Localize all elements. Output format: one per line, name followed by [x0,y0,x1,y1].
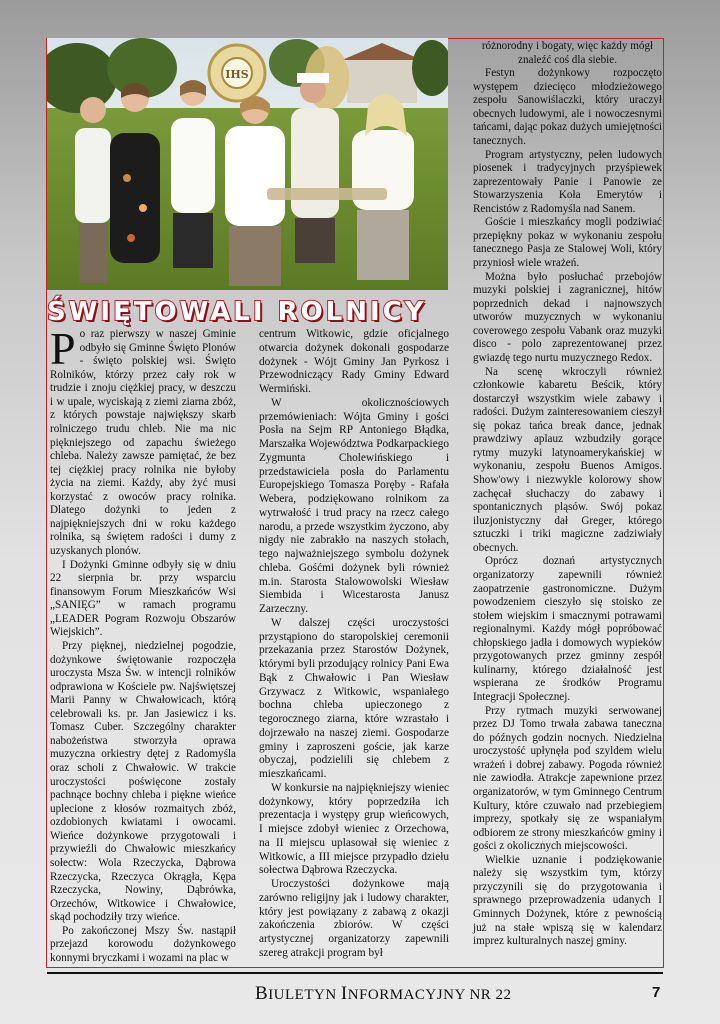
paragraph: W konkursie na najpiękniejszy wieniec dożynkowy, który poprzedziła ich prezentacja i występy grup wieńcowych, I miejsce zdobył wieniec z Orzechowa, na II miejscu uplasował się wieniec z Witkowic, a III miejsce przypadło dziełu sołectwa Dąbrowa Rzeczycka. [259,781,449,877]
footer-rule [47,972,663,974]
article-title: ŚWIĘTOWALI ROLNICY [47,297,427,327]
paragraph: Przy rytmach muzyki serwowanej przez DJ Tomo trwała zabawa taneczna do późnych godzin nocnych. Niedzielna uroczystość upłynęła pod szyldem wielu wrażeń i dobrej zabawy. Pogoda również nie zawiodła. Atrakcje zapewnione przez organizatorów, w tym Gminnego Centrum Kultury, które czuwało nad przebiegiem imprezy, spotkały się ze wspaniałym odbiorem ze strony mieszkańców gminy i gości z okolicznych miejscowości. [473,704,662,853]
paragraph: Program artystyczny, pełen ludowych piosenek i tradycyjnych przyśpiewek zaprezentowały Panie i Panowie ze Stowarzyszenia Koła Emerytów i Rencistów z Radomyśla nad Sanem. [473,148,662,215]
paragraph: Wielkie uznanie i podziękowanie należy się wszystkim tym, którzy przyczynili się do przygotowania i sprawnego przeprowadzenia udanych I Gminnych Dożynek, które z pewnością już na stałe wpiszą się w kalendarz imprez kulturalnych naszej gminy. [473,853,662,948]
paragraph: Uroczystości dożynkowe mają zarówno religijny jak i ludowy charakter, który jest powiązany z zabawą z okazji zakończenia zbiorów. W części artystycznej organizatorzy zapewnili szereg atrakcji program był [259,878,449,959]
paragraph: Festyn dożynkowy rozpoczęto występem dziecięco młodzieżowego zespołu Sanowiślaczki, który uraczył obecnych ludowymi, ale i nowoczesnymi tańcami, dając pokaz dużych umiejętności tanecznych. [473,67,662,147]
paragraph: Przy pięknej, niedzielnej pogodzie, dożynkowe świętowanie rozpoczęła uroczysta Msza Św. w intencji rolników odprawiona w Kościele pw. Najświętszej Marii Panny w Chwałowicach, którą celebrowali ks. pr. Jan Jasiewicz i ks. Tomasz Cuber. Szczególny charakter nabożeństwa stworzyła oprawa muzyczna orkiestry dętej z Radomyśla oraz scholi z Chwałowic. W trakcie uroczystości poświęcone zostały pachnące bochny chleba i piękne wieńce uplecione z kłosów rozmaitych zbóż, ozdobionych kwiatami i owocami. Wieńce dożynkowe przygotowali i przywieźli do Chwałowic mieszkańcy sołectw: Wola Rzeczycka, Dąbrowa Rzeczycka, Rzeczyca Okrągła, Kępa Rzeczycka, Nowiny, Dąbrówka, Orzechów, Witkowice i Chwałowice, skąd pochodziły trzy wieńce. [50,639,236,924]
text-column-2 [259,328,449,961]
paragraph: Można było posłuchać przebojów muzyki polskiej i zagranicznej, hitów poprzednich dekad i najnowszych utworów muzycznych w wykonaniu coverowego zespołu Vabank oraz muzyki disco - polo zaprezentowanej przez gwiazdę tego nurtu muzycznego Redox. [473,270,662,364]
ihs-emblem: IHS [225,68,249,81]
paragraph: I Dożynki Gminne odbyły się w dniu 22 sierpnia br. przy wsparciu finansowym Forum Mieszkańców Wsi „SANIĘG” w ramach programu „LEADER Pogram Rozwoju Obszarów Wiejskich”. [50,558,236,639]
text-column-3 [473,40,662,949]
paragraph: W okolicznościowych przemówieniach: Wójta Gminy i gości Posła na Sejm RP Antoniego Błądka, Marszałka Województwa Podkarpackiego Zygmunta Cholewińskiego i przedstawiciela posła do Parlamentu Europejskiego Tomasza Poręby - Rafała Webera, podziękowano rolnikom za wytrwałość i trud pracy na rzecz całego narodu, a przede wszystkim życzono, aby nigdy nie zabrakło na naszych stołach, tego najważniejszego symbolu dożynek chleba. Gośćmi dożynek byli również m.in. Starosta Stalowowolski Wiesław Siembida i Wicestarosta Janusz Zarzeczny. [259,396,449,615]
drop-cap: P [50,323,76,374]
paragraph: różnorodny i bogaty, więc każdy mógł znaleźć coś dla siebie. [481,40,654,66]
page-number: 7 [652,984,661,1001]
paragraph: centrum Witkowic, gdzie oficjalnego otwarcia dożynek dokonali gospodarze dożynek - Wójt Gminy Jan Pyrkosz i Przewodniczący Rady Gminy Edward Wermiński. [259,328,449,395]
paragraph: W dalszej części uroczystości przystąpiono do staropolskiej ceremonii przekazania przez Starostów Dożynek, którymi byli przodujący rolnicy Pani Ewa Bąk z Chwałowic i Pan Wiesław Grzywacz z Witkowic, wspaniałego bochna chleba upieczonego z tegorocznego ziarna, które wzrastało i dojrzewało na naszej ziemi. Gospodarze gminy i zaproszeni goście, jak karze obyczaj, podzielili się chlebem z mieszkańcami. [259,616,449,780]
paragraph: Oprócz doznań artystycznych organizatorzy zapewnili również zaopatrzenie gastronomiczne. Dużym powodzeniem cieszyło się stoisko ze stołem wiejskim i smacznymi potrawami regionalnymi. Każdy mógł popróbować chłopskiego jadła i domowych wypieków przygotowanych przez gminny zespół kulinarny, którego działalność jest wspierana ze środków Programu Integracji Społecznej. [473,555,662,703]
paragraph: Na scenę wkroczyli również członkowie kabaretu Beścik, który dostarczył wszystkim wiele zabawy i radości. Dużym zainteresowaniem cieszył się pokaz tańca break dance, jednak prawdziwy aplauz wzbudziły gorące rytmy muzyki latynoamerykańskiej w wykonaniu, zespołu Buenos Amigos. Show'owy i niezwykle kolorowy show zachęcał słuchaczy do zabawy i spontanicznych pląsów. Swój pokaz iluzjonistyczny dał Greger, którego sztuczki i triki magiczne zadziwiały obecnych. [473,365,662,554]
harvest-festival-photo [47,38,448,290]
publication-title: BIULETYN INFORMACYJNY NR 22 [255,983,512,1004]
paragraph: Goście i mieszkańcy mogli podziwiać przepiękny pokaz w wykonaniu zespołu tanecznego Pasja ze Stalowej Woli, który przyniosł wiele wrażeń. [473,216,662,269]
text-column-1 [50,323,236,965]
paragraph: Po zakończonej Mszy Św. nastąpił przejazd korowodu dożynkowego konnymi bryczkami i wozami na plac w [50,924,236,964]
paragraph: Po raz pierwszy w naszej Gminie odbyło się Gminne Święto Plonów - święto polskiej wsi. Święto Rolników, którzy przez cały rok w trudzie i znoju ciężkiej pracy, w deszczu i w upale, wyciskają z ziemi ziarna zbóż, z których powstaje największy skarb rolniczego trudu chleb. Nie ma nic piękniejszego od zapachu świeżego chleba. Należy zawsze pamiętać, że bez tej ciężkiej pracy rolnika nie byłoby życia na ziemi. Każdy, aby żyć musi korzystać z owoców pracy rolnika. Dlatego dożynki to jeden z najpiękniejszych dni w roku każdego rolnika, są świętem radości i dumy z uzyskanych plonów. [50,323,236,557]
